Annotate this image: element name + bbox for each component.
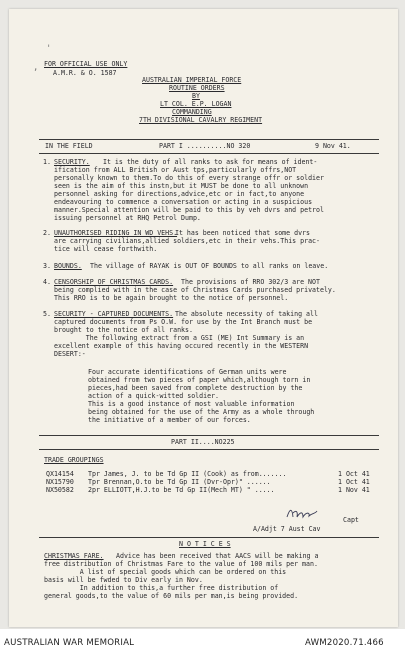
notice-title: CHRISTMAS FARE. <box>44 552 104 560</box>
punch-mark: , <box>33 63 39 73</box>
part-one-label: PART I ..........NO 320 <box>159 142 251 150</box>
heading-force: AUSTRALIAN IMPERIAL FORCE <box>142 76 242 84</box>
order-number: 5. <box>43 310 51 318</box>
archive-caption-bar <box>0 629 405 653</box>
order-number: 3. <box>43 262 51 270</box>
order-heading: SECURITY - CAPTURED DOCUMENTS. <box>54 310 174 318</box>
handwritten-signature <box>285 505 319 523</box>
heading-title: ROUTINE ORDERS <box>169 84 225 92</box>
order-heading: SECURITY. <box>54 158 90 166</box>
rule <box>39 139 379 140</box>
heading-unit: 7TH DIVISIONAL CAVALRY REGIMENT <box>139 116 263 124</box>
rule <box>39 537 379 538</box>
heading-commanding: COMMANDING <box>172 108 212 116</box>
order-number: 2. <box>43 229 51 237</box>
heading-commander: LT COL. E.P. LOGAN <box>160 100 232 108</box>
archive-credit: AUSTRALIAN WAR MEMORIAL <box>4 638 135 648</box>
signatory-rank: Capt <box>343 516 359 524</box>
part-two-label: PART II....NO225 <box>171 438 235 446</box>
document-page: ' , FOR OFFICIAL USE ONLY A.M.R. & O. 1587 AUSTRALIAN IMPERIAL FORCE ROUTINE ORDERS BY LT COL. E.P. LOGAN COMMANDING 7TH DIVISIONAL CAVALRY REGIMENT IN THE FIELD PART I ..........NO 320 9 Nov 41. 1. SECURITY. It is the duty of all ranks to ask for means of ident- ification from ALL British or Aust tps,particularly offrs,NOT personally known to them.To do this of every strange offr or soldier seen is the aim of this instn,but it MUST be done to all unknown personnel asking for directions,advice,etc or in fact,to anyone endeavouring to commence a conversation or acting in a suspicious manner.Special attention will be paid to this by veh dvrs and petrol issuing personnel at RHQ Petrol Dump. 2. UNAUTHORISED RIDING IN WD VEHS. It has been noticed that some dvrs are carrying civilians,allied soldiers,etc in their vehs.This prac- tice will cease forthwith. 3. BOUNDS. The village of RAYAK is OUT OF BOUNDS to all ranks on leave. 4. CENSORSHIP OF CHRISTMAS CARDS. The provisions of RRO 302/3 are NOT being complied with in the case of Christmas Cards purchased privately. This RRO is to be again brought to the notice of personnel. 5. SECURITY - CAPTURED DOCUMENTS. The absolute necessity of taking all captured documents from Ps O.W. for use by the Int Branch must be brought to the notice of all ranks. The following extract from a GSI (ME) Int Summary is an excellent example of this having occured recently in the WESTERN DESERT:- Four accurate identifications of German units were obtained from two pieces of paper which,although torn in pieces,had been saved from complete destruction by the action of a quick-witted soldier. This is a good instance of most valuable information being obtained for the use of the Army as a whole through the initiative of a member of our forces. PART II....NO225 TRADE GROUPINGS QX14154 Tpr James, J. to be Td Gp II (Cook) as from....... 1 Oct 41 NX15790 Tpr Brennan,O.to be Td Gp II (Dvr-Opr)" ...... 1 Oct 41 NX50582 2pr ELLIOTT,H.J.to be Td Gp II(Mech MT) " ..... 1 Nov 41 Capt A/Adjt 7 Aust Cav N O T I C E S CHRISTMAS FARE. Advice has been received that AACS will be making a free distribution of Christmas Fare to the value of 100 mils per man. A list of special goods which can be ordered on this basis will be fwded to Div early in Nov. In addition to this,a further free distribution of general goods,to the value of 60 mils per man,is being provided. <box>9 9 398 627</box>
order-heading: CENSORSHIP OF CHRISTMAS CARDS. <box>54 278 174 286</box>
punch-mark: ' <box>46 44 52 54</box>
order-number: 4. <box>43 278 51 286</box>
order-date: 9 Nov 41. <box>315 142 351 150</box>
field-label: IN THE FIELD <box>45 142 93 150</box>
signatory-appointment: A/Adjt 7 Aust Cav <box>253 525 321 533</box>
trade-groupings-heading: TRADE GROUPINGS <box>44 456 104 464</box>
rule <box>39 435 379 436</box>
rule <box>39 449 379 450</box>
order-number: 1. <box>43 158 51 166</box>
classification-line: FOR OFFICIAL USE ONLY <box>44 60 128 68</box>
order-heading: BOUNDS. <box>54 262 82 270</box>
heading-by: BY <box>192 92 200 100</box>
notices-heading: N O T I C E S <box>179 540 231 548</box>
reference-line: A.M.R. & O. 1587 <box>53 69 117 77</box>
archive-accession-number: AWM2020.71.466 <box>305 638 384 648</box>
order-heading: UNAUTHORISED RIDING IN WD VEHS. <box>54 229 178 237</box>
rule <box>39 153 379 154</box>
